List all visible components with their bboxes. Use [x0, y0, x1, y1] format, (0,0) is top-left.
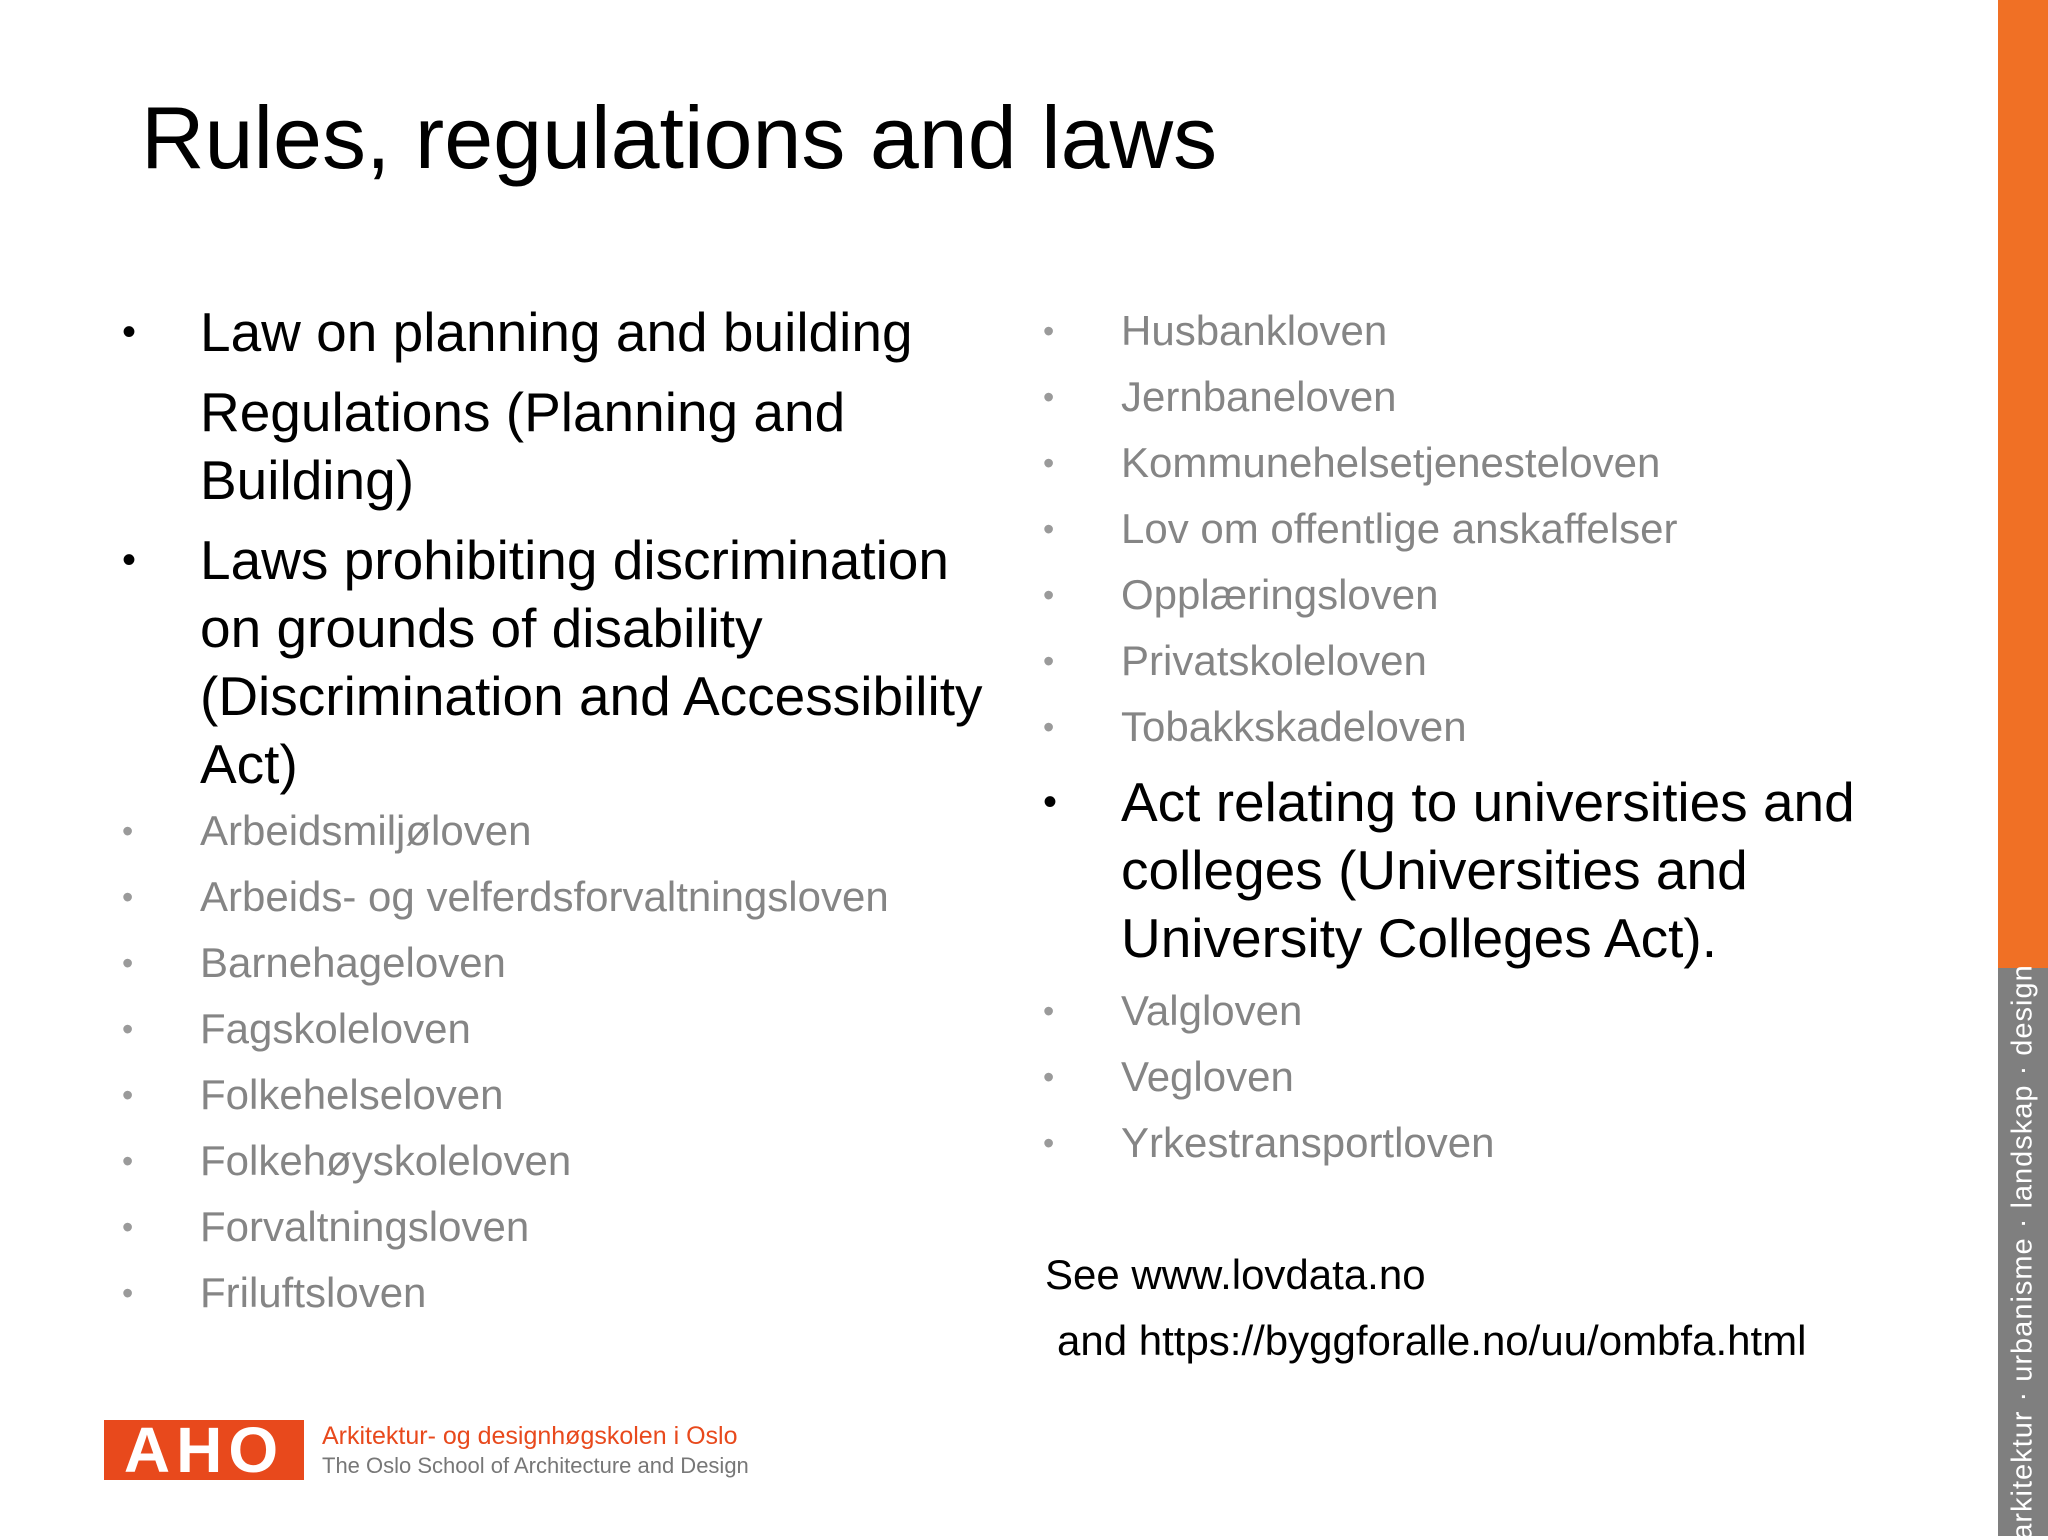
- list-item: [122, 1128, 1002, 1194]
- logo-name-norwegian: Arkitektur- og designhøgskolen i Oslo: [322, 1422, 738, 1450]
- bullet-icon: •: [122, 879, 134, 915]
- list-item-text: Lov om offentlige anskaffelser: [1121, 505, 1678, 552]
- bullet-icon: •: [122, 945, 134, 981]
- aho-logo-mark: AHO: [104, 1420, 304, 1480]
- list-item-text: Fagskoleloven: [200, 1005, 471, 1052]
- bullet-icon: •: [122, 1209, 134, 1245]
- bullet-icon: •: [122, 310, 137, 354]
- bullet-icon: •: [1043, 313, 1055, 349]
- list-item-text: Folkehelseloven: [200, 1071, 504, 1118]
- list-item: [1043, 978, 1923, 1044]
- list-item-text: Vegloven: [1121, 1053, 1294, 1100]
- list-item-text: Opplæringsloven: [1121, 571, 1439, 618]
- list-item-text: Kommunehelsetjenesteloven: [1121, 439, 1661, 486]
- list-item-text: Folkehøyskoleloven: [200, 1137, 572, 1184]
- bullet-icon: •: [122, 1077, 134, 1113]
- list-item: [1043, 298, 1923, 364]
- list-item: [122, 1260, 1002, 1326]
- list-item-text: Laws prohibiting discrimination on grounds of disability (Discrimination and Accessibility Act): [200, 529, 983, 795]
- list-item-text: Yrkestransportloven: [1121, 1119, 1495, 1166]
- bullet-icon: •: [122, 1275, 134, 1311]
- list-item: [122, 298, 1002, 366]
- list-item: [1043, 562, 1923, 628]
- list-item: [1043, 1044, 1923, 1110]
- list-item-text: Act relating to universities and colleges (Universities and University Colleges Act).: [1121, 771, 1855, 969]
- list-item-text: Forvaltningsloven: [200, 1203, 530, 1250]
- list-item: [122, 798, 1002, 864]
- list-item-text: Regulations (Planning and Building): [200, 381, 846, 511]
- list-item: [1043, 364, 1923, 430]
- sidebar-tagline: arkitektur · urbanisme · landskap · design: [2006, 964, 2039, 1540]
- list-item-text: Jernbaneloven: [1121, 373, 1397, 420]
- reference-note: [1045, 1242, 1806, 1374]
- list-item-text: Husbankloven: [1121, 307, 1388, 354]
- list-item: [122, 526, 1002, 798]
- list-item: [1043, 694, 1923, 760]
- bullet-icon: •: [122, 813, 134, 849]
- aho-logo-text: [322, 1420, 749, 1480]
- slide-title: Rules, regulations and laws: [141, 88, 1218, 187]
- list-item: [122, 930, 1002, 996]
- list-item-text: Friluftsloven: [200, 1269, 427, 1316]
- bullet-icon: •: [1043, 993, 1055, 1029]
- left-law-list: [122, 298, 1002, 1326]
- list-item: [1043, 628, 1923, 694]
- bullet-icon: •: [122, 538, 137, 582]
- bullet-icon: •: [1043, 577, 1055, 613]
- list-item-text: Arbeidsmiljøloven: [200, 807, 532, 854]
- list-item: [1043, 1110, 1923, 1176]
- list-item-text: Arbeids- og velferdsforvaltningsloven: [200, 873, 889, 920]
- bullet-icon: •: [1043, 379, 1055, 415]
- list-item-text: Tobakkskadeloven: [1121, 703, 1467, 750]
- brand-sidebar: [1998, 0, 2048, 1540]
- bullet-icon: •: [122, 1011, 134, 1047]
- bullet-icon: •: [1043, 1059, 1055, 1095]
- logo-name-english: The Oslo School of Architecture and Design: [322, 1453, 749, 1478]
- reference-line-lovdata[interactable]: See www.lovdata.no: [1045, 1251, 1426, 1298]
- list-item: [1043, 768, 1923, 972]
- list-item: [1043, 430, 1923, 496]
- bullet-icon: •: [122, 1143, 134, 1179]
- bullet-icon: •: [1043, 1125, 1055, 1161]
- list-item-text: Privatskoleloven: [1121, 637, 1427, 684]
- bullet-icon: •: [1043, 511, 1055, 547]
- bullet-icon: •: [1043, 643, 1055, 679]
- list-item: [1043, 496, 1923, 562]
- list-item: [122, 1194, 1002, 1260]
- right-law-list: [1043, 298, 1923, 1176]
- list-item-text: Law on planning and building: [200, 301, 913, 363]
- list-item: [122, 1062, 1002, 1128]
- list-item: [122, 996, 1002, 1062]
- reference-line-byggforalle[interactable]: and https://byggforalle.no/uu/ombfa.html: [1057, 1317, 1807, 1364]
- list-item: [122, 864, 1002, 930]
- list-item: [122, 378, 1002, 514]
- list-item-text: Barnehageloven: [200, 939, 506, 986]
- bullet-icon: •: [1043, 780, 1058, 824]
- list-item-text: Valgloven: [1121, 987, 1303, 1034]
- sidebar-orange-band: [1998, 0, 2048, 968]
- bullet-icon: •: [1043, 445, 1055, 481]
- bullet-icon: •: [1043, 709, 1055, 745]
